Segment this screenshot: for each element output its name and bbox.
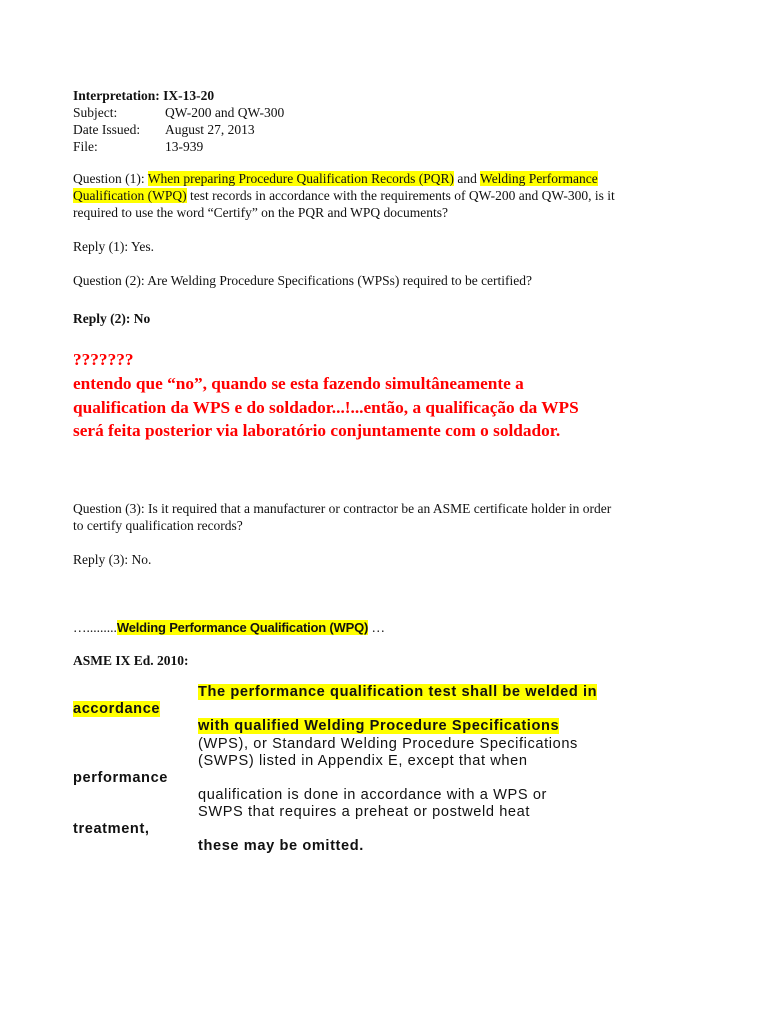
question-1-rest: test records in accordance with the requirements of QW-200 and QW-300, is it [186,188,615,203]
excerpt-line-2 [73,701,160,718]
question-1-line3: required to use the word “Certify” on the PQR and WPQ documents? [73,205,449,220]
excerpt-line-4: (WPS), or Standard Welding Procedure Specifications [198,736,578,752]
excerpt-line-8: SWPS that requires a preheat or postweld heat [198,804,531,820]
edition-heading: ASME IX Ed. 2010: [73,653,189,668]
reply-2: Reply (2): No [73,311,151,326]
excerpt-line-5: (SWPS) listed in Appendix E, except that when [198,753,528,769]
question-1-and: and [454,171,481,186]
excerpt-line-7: qualification is done in accordance with a WPS or [198,787,548,803]
excerpt-line-10: these may be omitted. [198,838,364,854]
question-1-prefix: Question (1): [73,171,148,186]
subject-label: Subject: [73,105,118,120]
highlight-wpq-a: Welding Performance [480,171,598,186]
file-row [73,138,203,155]
question-3-line1: Question (3): Is it required that a manufacturer or contractor be an ASME certificate holder in order [73,501,612,516]
reply-1: Reply (1): Yes. [73,239,155,254]
excerpt-line-1-text: The performance qualification test shall be welded in [198,684,598,700]
excerpt-line-9: treatment, [73,821,150,837]
date-value: August 27, 2013 [165,122,255,137]
excerpt-line-2-text: accordance [73,701,161,717]
comment-line-2: entendo que “no”, quando se esta fazendo simultâneamente a [73,374,524,393]
question-1 [73,170,713,221]
date-label: Date Issued: [73,122,141,137]
excerpt-line-1 [198,684,597,701]
comment-line-4: será feita posterior via laboratório conjuntamente com o soldador. [73,421,561,440]
comment-line-1: ??????? [73,350,134,369]
wpq-title: Welding Performance Qualification (WPQ) [116,620,369,635]
excerpt-line-3 [198,718,559,735]
highlight-pqr: When preparing Procedure Qualification Records (PQR) [147,171,455,186]
highlight-wpq-b: Qualification (WPQ) [73,188,187,203]
file-value: 13-939 [165,139,204,154]
question-2: Question (2): Are Welding Procedure Specifications (WPSs) required to be certified? [73,273,533,288]
subject-row [73,104,284,121]
excerpt-line-3-text: with qualified Welding Procedure Specifications [198,718,560,734]
file-label: File: [73,139,98,154]
subject-value: QW-200 and QW-300 [165,105,285,120]
date-row [73,121,255,138]
question-3-line2: to certify qualification records? [73,518,243,533]
wpq-prefix: …......... [73,620,117,635]
question-3 [73,500,713,534]
reply-3: Reply (3): No. [73,552,152,567]
comment-line-3: qualification da WPS e do soldador...!...então, a qualificação da WPS [73,398,579,417]
wpq-suffix: … [368,620,386,635]
interpretation-title: Interpretation: IX-13-20 [73,88,215,103]
wpq-heading [73,619,385,636]
excerpt-line-6: performance [73,770,169,786]
